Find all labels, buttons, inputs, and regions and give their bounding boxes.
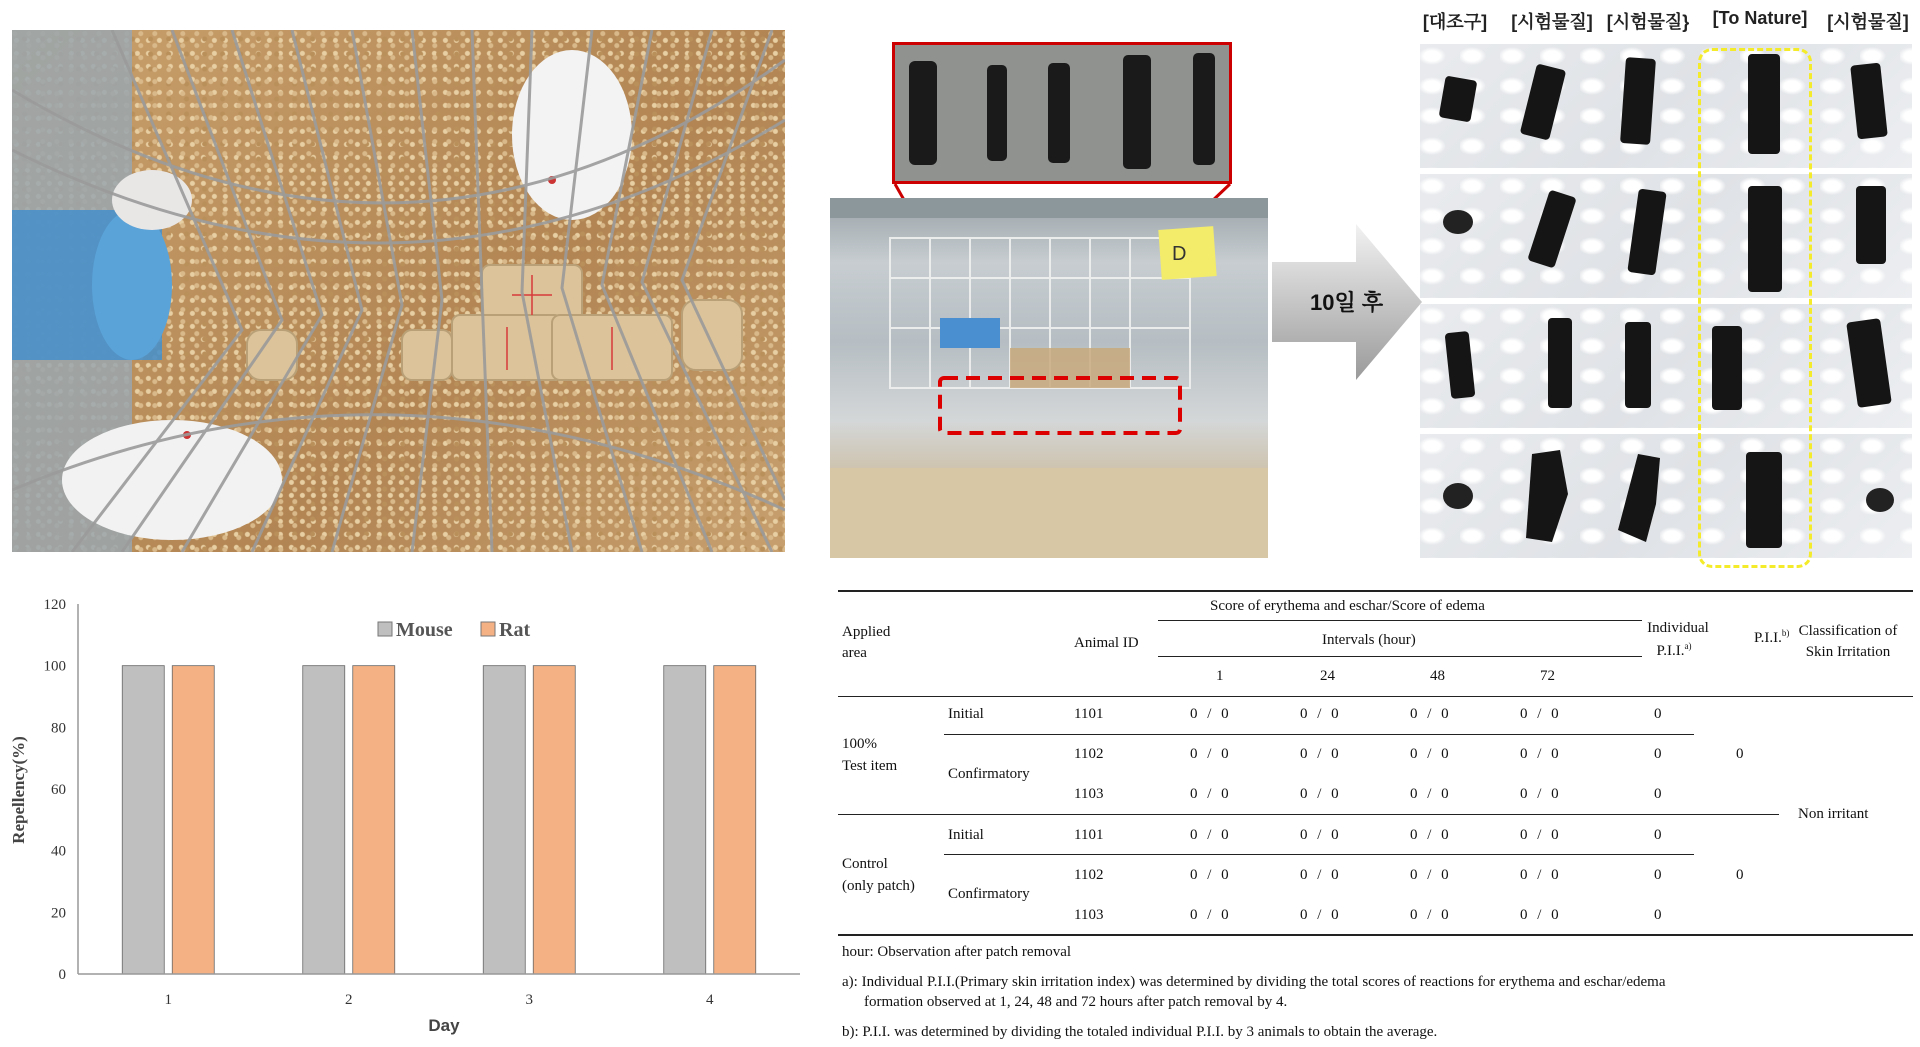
- header-intervals: Intervals (hour): [1322, 632, 1416, 648]
- group1-row2-id: 1102: [1074, 746, 1104, 762]
- x-tick-label-2: 2: [345, 992, 353, 1008]
- group1-row1-ipii: 0: [1654, 706, 1662, 722]
- column-header-control: [대조구]: [1422, 12, 1488, 32]
- group1-row3-score-1: 0 / 0: [1190, 786, 1229, 802]
- y-tick-label-2: 40: [51, 843, 66, 860]
- footnote-hour: hour: Observation after patch removal: [842, 944, 1072, 960]
- cage-illustration: [12, 30, 785, 552]
- group1-row2-score-1: 0 / 0: [1190, 746, 1229, 762]
- group2-row3-ipii: 0: [1654, 907, 1662, 923]
- group1-row1-score-72: 0 / 0: [1520, 706, 1559, 722]
- inset-bait-pieces: [895, 45, 1229, 181]
- x-axis-ticks: [165, 992, 715, 1008]
- group1-row1-score-48: 0 / 0: [1410, 706, 1449, 722]
- group1-row3-id: 1103: [1074, 786, 1104, 802]
- table-bottom-rule: [838, 934, 1913, 936]
- bait-row-1-pieces: [1420, 44, 1912, 168]
- column-header-test-1: [시험물질]: [1511, 12, 1593, 32]
- arrow-label: 10일 후: [1310, 290, 1384, 315]
- x-tick-label-1: 1: [164, 992, 172, 1008]
- group2-area-1: Control: [842, 856, 888, 872]
- bait-row-4: [1420, 434, 1912, 558]
- x-axis-title: Day: [428, 1016, 460, 1035]
- legend-label-rat: Rat: [499, 619, 531, 641]
- group1-row1-rule: [944, 734, 1694, 735]
- group1-area-1: 100%: [842, 736, 877, 752]
- group1-area-2: Test item: [842, 758, 898, 774]
- group1-row3-ipii: 0: [1654, 786, 1662, 802]
- bait-pieces-inset: [892, 42, 1232, 184]
- group2-area-2: (only patch): [842, 878, 915, 894]
- footnote-a-line1: a): Individual P.I.I.(Primary skin irritation index) was determined by dividing the total scores of reactions for erythema and eschar/edema: [842, 974, 1666, 990]
- bar-mouse-day-1: [122, 666, 164, 974]
- group2-row1-score-24: 0 / 0: [1300, 827, 1339, 843]
- header-applied-area-1: Applied: [842, 624, 891, 640]
- group2-row1-id: 1101: [1074, 827, 1104, 843]
- header-pii-sup: b): [1781, 628, 1790, 638]
- header-hour-24: 24: [1320, 668, 1335, 684]
- container-illustration: [830, 198, 1268, 558]
- group2-row1-score-72: 0 / 0: [1520, 827, 1559, 843]
- group2-row1-score-1: 0 / 0: [1190, 827, 1229, 843]
- footnote-b: b): P.I.I. was determined by dividing the totaled individual P.I.I. by 3 animals to obtain the average.: [842, 1024, 1438, 1040]
- footnote-a-line2: formation observed at 1, 24, 48 and 72 hours after patch removal by 4.: [864, 994, 1288, 1010]
- group1-row2-score-24: 0 / 0: [1300, 746, 1339, 762]
- group2-row3-id: 1103: [1074, 907, 1104, 923]
- bar-mouse-day-2: [303, 666, 345, 974]
- photo-cage-with-mice: [12, 30, 785, 552]
- header-rule-1: [1158, 620, 1642, 621]
- group1-row2-ipii: 0: [1654, 746, 1662, 762]
- legend-swatch-rat: [481, 622, 495, 636]
- column-header-to-nature: [To Nature]: [1712, 8, 1808, 28]
- classification-value: Non irritant: [1798, 806, 1869, 822]
- group1-row1-id: 1101: [1074, 706, 1104, 722]
- y-tick-label-1: 20: [51, 905, 66, 922]
- group1-pii: 0: [1736, 746, 1744, 762]
- group2-row2-ipii: 0: [1654, 867, 1662, 883]
- bar-series: [122, 666, 756, 974]
- group2-pii: 0: [1736, 867, 1744, 883]
- repellency-bar-chart: [0, 590, 810, 1047]
- group1-row3-score-24: 0 / 0: [1300, 786, 1339, 802]
- y-tick-label-0: 0: [58, 967, 66, 983]
- group1-row1-phase: Initial: [948, 706, 984, 722]
- bait-row-1: [1420, 44, 1912, 168]
- bait-row-3-pieces: [1420, 304, 1912, 428]
- bait-row-2: [1420, 174, 1912, 298]
- group2-row1-phase: Initial: [948, 827, 984, 843]
- header-animal-id: Animal ID: [1074, 635, 1139, 651]
- skin-irritation-table: [838, 590, 1913, 1047]
- header-bottom-rule: [838, 696, 1913, 697]
- y-axis-ticks: [44, 597, 67, 983]
- header-individual-pii-2: P.I.I.$^{a)}$: [1656, 641, 1692, 659]
- bar-rat-day-1: [172, 666, 214, 974]
- group2-confirmatory: Confirmatory: [948, 886, 1030, 902]
- header-score-title: Score of erythema and eschar/Score of edema: [1210, 598, 1485, 614]
- to-nature-highlight: [1698, 48, 1812, 568]
- table-top-rule: [838, 590, 1913, 592]
- y-tick-label-3: 60: [51, 782, 66, 798]
- header-pii: P.I.I.$^{b)}$: [1754, 628, 1790, 646]
- group2-row1-rule: [944, 854, 1694, 855]
- y-tick-label-6: 120: [43, 597, 66, 613]
- legend-swatch-mouse: [378, 622, 392, 636]
- group2-row3-score-1: 0 / 0: [1190, 907, 1229, 923]
- header-rule-2: [1158, 656, 1642, 657]
- x-tick-label-4: 4: [706, 992, 714, 1008]
- group2-row3-score-48: 0 / 0: [1410, 907, 1449, 923]
- y-tick-label-5: 100: [43, 658, 66, 675]
- group1-row2-score-48: 0 / 0: [1410, 746, 1449, 762]
- y-tick-label-4: 80: [51, 720, 66, 737]
- header-applied-area-2: area: [842, 645, 867, 661]
- x-tick-label-3: 3: [525, 992, 533, 1008]
- bar-mouse-day-4: [664, 666, 706, 974]
- bait-row-3: [1420, 304, 1912, 428]
- legend-label-mouse: Mouse: [396, 619, 453, 641]
- header-hour-1: 1: [1216, 668, 1224, 684]
- group1-row1-score-24: 0 / 0: [1300, 706, 1339, 722]
- group-divider: [838, 814, 1779, 815]
- group1-row3-score-48: 0 / 0: [1410, 786, 1449, 802]
- bar-rat-day-4: [714, 666, 756, 974]
- header-individual-pii-1: Individual: [1647, 620, 1709, 636]
- bar-rat-day-2: [353, 666, 395, 974]
- group2-row2-id: 1102: [1074, 867, 1104, 883]
- group2-row2-score-1: 0 / 0: [1190, 867, 1229, 883]
- header-hour-48: 48: [1430, 668, 1445, 684]
- group2-row3-score-72: 0 / 0: [1520, 907, 1559, 923]
- column-header-test-2: [시험물질}: [1606, 12, 1690, 32]
- bar-rat-day-3: [533, 666, 575, 974]
- group2-row2-score-72: 0 / 0: [1520, 867, 1559, 883]
- group2-row2-score-24: 0 / 0: [1300, 867, 1339, 883]
- column-header-test-3: [시험물질]: [1827, 12, 1909, 32]
- photo-bait-container: [830, 198, 1268, 558]
- group1-confirmatory: Confirmatory: [948, 766, 1030, 782]
- bait-row-4-pieces: [1420, 434, 1912, 558]
- group2-row3-score-24: 0 / 0: [1300, 907, 1339, 923]
- header-classification-1: Classification of: [1798, 623, 1898, 639]
- container-tag-label: D: [1172, 243, 1187, 265]
- bait-row-2-pieces: [1420, 174, 1912, 298]
- chart-legend: [378, 619, 530, 641]
- group1-row2-score-72: 0 / 0: [1520, 746, 1559, 762]
- header-hour-72: 72: [1540, 668, 1555, 684]
- group1-row3-score-72: 0 / 0: [1520, 786, 1559, 802]
- group2-row1-ipii: 0: [1654, 827, 1662, 843]
- header-individual-pii-sup: a): [1684, 641, 1692, 651]
- y-axis-title: Repellency(%): [9, 736, 28, 844]
- header-classification-2: Skin Irritation: [1805, 644, 1891, 660]
- bar-mouse-day-3: [483, 666, 525, 974]
- group2-row2-score-48: 0 / 0: [1410, 867, 1449, 883]
- group2-row1-score-48: 0 / 0: [1410, 827, 1449, 843]
- group1-row1-score-1: 0 / 0: [1190, 706, 1229, 722]
